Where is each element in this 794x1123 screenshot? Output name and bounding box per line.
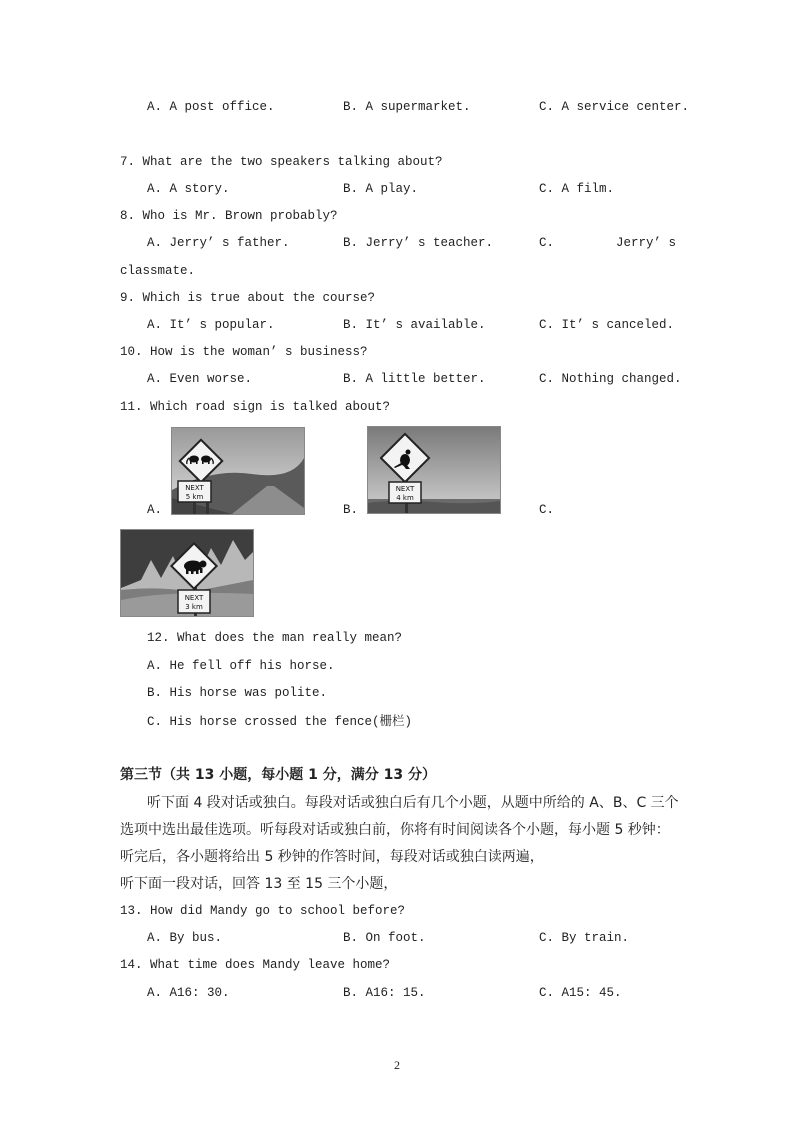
q13-option-a: A. By bus. <box>147 931 223 945</box>
q11-option-b: B. <box>343 503 359 517</box>
q10-option-b: B. A little better. <box>343 372 486 386</box>
section3-heading: 第三节（共 13 小题，每小题 1 分，满分 13 分） <box>120 767 436 783</box>
road-sign-photo-c <box>120 529 254 617</box>
q10-option-a: A. Even worse. <box>147 372 253 386</box>
q13-option-b: B. On foot. <box>343 931 426 945</box>
q7-option-a: A. A story. <box>147 182 230 196</box>
q9-option-a: A. It’ s popular. <box>147 318 275 332</box>
section3-instructions-4: 听下面一段对话，回答 13 至 15 三个小题， <box>120 876 398 892</box>
q7-stem: 7. What are the two speakers talking about? <box>120 155 443 169</box>
q8-option-c-label: C. <box>539 236 555 250</box>
q12-option-c: C. His horse crossed the fence(栅栏) <box>147 715 413 729</box>
q11-option-c: C. <box>539 503 555 517</box>
q8-option-c-wrap: classmate. <box>120 264 196 278</box>
sign-c-top: NEXT <box>184 594 204 602</box>
q11-stem: 11. Which road sign is talked about? <box>120 400 391 414</box>
q6-option-c: C. A service center. <box>539 100 690 114</box>
q9-option-c: C. It’ s canceled. <box>539 318 675 332</box>
q6-option-a: A. A post office. <box>147 100 275 114</box>
road-sign-photo-b <box>367 426 501 514</box>
section3-instructions-1: 听下面 4 段对话或独白。每段对话或独白后有几个小题，从题中所给的 A、B、C 三个 <box>147 795 679 811</box>
q8-option-c-text: Jerry’ s <box>616 236 677 250</box>
sign-a-top: NEXT <box>185 484 204 492</box>
q13-stem: 13. How did Mandy go to school before? <box>120 904 406 918</box>
q14-stem: 14. What time does Mandy leave home? <box>120 958 391 972</box>
q12-option-b: B. His horse was polite. <box>147 686 328 700</box>
q8-option-a: A. Jerry’ s father. <box>147 236 290 250</box>
sign-a-bottom: 5 km <box>185 493 204 501</box>
q10-stem: 10. How is the woman’ s business? <box>120 345 368 359</box>
page-number: 2 <box>394 1058 400 1072</box>
q9-option-b: B. It’ s available. <box>343 318 486 332</box>
q12-option-a: A. He fell off his horse. <box>147 659 335 673</box>
q9-stem: 9. Which is true about the course? <box>120 291 376 305</box>
q14-option-b: B. A16: 15. <box>343 986 426 1000</box>
q11-option-a: A. <box>147 503 163 517</box>
q10-option-c: C. Nothing changed. <box>539 372 682 386</box>
q13-option-c: C. By train. <box>539 931 630 945</box>
q12-stem: 12. What does the man really mean? <box>147 631 403 645</box>
q8-stem: 8. Who is Mr. Brown probably? <box>120 209 338 223</box>
sign-b-top: NEXT <box>395 485 415 493</box>
q7-option-b: B. A play. <box>343 182 419 196</box>
q14-option-a: A. A16: 30. <box>147 986 230 1000</box>
section3-instructions-3: 听完后，各小题将给出 5 秒钟的作答时间，每段对话或独白读两遍， <box>120 849 544 865</box>
sign-c-bottom: 3 km <box>185 603 203 611</box>
section3-instructions-2: 选项中选出最佳选项。听每段对话或独白前，你将有时间阅读各个小题，每小题 5 秒钟： <box>120 822 670 838</box>
q7-option-c: C. A film. <box>539 182 615 196</box>
q6-option-b: B. A supermarket. <box>343 100 471 114</box>
q14-option-c: C. A15: 45. <box>539 986 622 1000</box>
sign-b-bottom: 4 km <box>396 494 414 502</box>
q8-option-b: B. Jerry’ s teacher. <box>343 236 494 250</box>
road-sign-photo-a <box>171 427 305 515</box>
